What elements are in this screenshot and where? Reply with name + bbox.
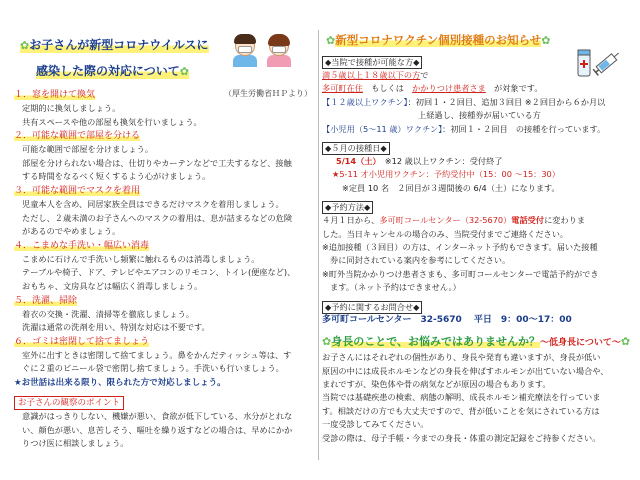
section-text: 定期的に換気しましょう。 bbox=[22, 103, 121, 113]
target-line1: 満５歳以上１８歳以下の方で bbox=[322, 70, 429, 80]
section-4 bbox=[14, 239, 310, 294]
flower-icon: ✿ bbox=[179, 65, 189, 78]
vaccine-12plus-line: 【１２歳以上ワクチン】：初回１・２回目、追加３回目 ※２回目から６か月以 bbox=[322, 96, 606, 107]
section-text: があるのでやめましょう。 bbox=[22, 226, 121, 237]
may-date-line: 5/14（土） ※12 歳以上ワクチン：受付終了 bbox=[336, 156, 503, 167]
section-heading: ２．可能な範囲で部屋を分ける bbox=[14, 131, 141, 142]
section-text: 共有スペースや他の部屋も換気を行いましょう。 bbox=[22, 116, 202, 127]
flower-icon: ✿ bbox=[541, 34, 551, 47]
girl-icon bbox=[266, 36, 292, 66]
section-text: おもちゃ、文房具などは幅広く消毒しましょう。 bbox=[22, 280, 203, 291]
section-5 bbox=[14, 294, 310, 335]
growth-text: 当院では基礎疾患の検索、病態の解明、成長ホルモン補充療法を行っていま bbox=[322, 392, 601, 403]
section-heading: ３．可能な範囲でマスクを着用 bbox=[14, 185, 141, 196]
left-title-line1: ✿お子さんが新型コロナウイルスに bbox=[20, 38, 209, 52]
left-column bbox=[14, 30, 310, 451]
masked-children-illustration bbox=[222, 30, 302, 70]
booking-method-line: ※追加接種（３回目）の方は、インターネット予約もできます。届いた接種 bbox=[322, 242, 598, 253]
observation-points-heading: お子さんの観察のポイント bbox=[14, 396, 124, 410]
section-text: テーブルや椅子、ドア、テレビやエアコンのリモコン、トイレ(便座など)、 bbox=[22, 267, 296, 278]
growth-text: まれですが、染色体や骨の病気などが原因の場合もあります。 bbox=[322, 378, 551, 389]
booking-method-line: ます。（ネット予約はできません。） bbox=[330, 282, 461, 293]
flower-icon: ✿ bbox=[20, 39, 30, 52]
may-capacity-line: ※定員 10 名 ２回目が３週間後の 6/4（土）になります。 bbox=[342, 182, 560, 193]
syringe-vial-icon bbox=[574, 42, 624, 82]
vaccine-notice-title: ✿新型コロナワクチン個別接種のお知らせ✿ bbox=[326, 33, 551, 47]
section-text: ぐに２重のビニール袋で密閉し捨てましょう。手洗いも行いましょう。 bbox=[22, 363, 284, 374]
section-6 bbox=[14, 335, 310, 376]
section-heading: １．窓を開けて換気 bbox=[14, 90, 96, 100]
call-center-info: 多可町コールセンター 32-5670 平日 9：00～17：00 bbox=[322, 314, 572, 325]
section-text: する時間をなるべく短くするよう心がけましょう。 bbox=[22, 171, 211, 182]
growth-title: ✿身長のことで、お悩みではありませんか？～低身長について～✿ bbox=[322, 335, 631, 349]
booking-method-line: ※町外当院かかりつけ患者さまも、多可町コールセンターで電話予約ができ bbox=[322, 268, 599, 279]
booking-method-line: ４月１日から、多可町コールセンター（32-5670）電話受付に変わりま bbox=[322, 215, 586, 226]
may-kids-line: ★5-11 才小児用ワクチン：予約受付中（15：00 ～15：30） bbox=[332, 169, 560, 180]
growth-text: 受診の際は、母子手帳・今までの身長・体重の測定記録をご持参ください。 bbox=[322, 432, 601, 443]
section-text: 室外に出すときは密閉して捨てましょう。鼻をかんだティッシュ等は、す bbox=[22, 349, 292, 360]
growth-text: 原因の中には成長ホルモンなどの身長を伸ばすホルモンが出ていない場合や、 bbox=[322, 365, 609, 376]
observation-text: 意識がはっきりしない、機嫌が悪い、食欲が低下している、水分がとれな bbox=[22, 410, 293, 421]
observation-text: い、顔色が悪い、息苦しそう、嘔吐を繰り返すなどの場合は、早めにかか bbox=[22, 424, 293, 435]
growth-text: す。相談だけの方でも大丈夫ですので、背が低いことを気にされている方は bbox=[322, 405, 600, 416]
vaccine-12plus-line2: 上経過し、接種券が届いている方 bbox=[418, 110, 541, 121]
section-text: ただし、２歳未満のお子さんへのマスクの着用は、息が詰まるなどの危険 bbox=[22, 212, 293, 223]
section-text: 部屋を分けられない場合は、仕切りやカーテンなどで工夫するなど、接触 bbox=[22, 157, 292, 168]
may-schedule-heading: ◆５月の接種日◆ bbox=[322, 142, 390, 155]
flower-icon: ✿ bbox=[326, 34, 336, 47]
source-note: （厚生労働省ＨＰより） bbox=[224, 89, 312, 98]
section-heading: ５．洗濯、掃除 bbox=[14, 295, 78, 306]
section-text: こまめに石けんで手洗いし頻繁に触れるものは消毒しましょう。 bbox=[22, 253, 260, 264]
star-note: ★お世話は出来る限り、限られた方で対応しましょう。 bbox=[14, 377, 226, 388]
growth-text: 一度受診してみてください。 bbox=[322, 419, 429, 430]
section-heading: ４．こまめな手洗い・幅広い消毒 bbox=[14, 240, 150, 251]
right-column bbox=[322, 30, 631, 445]
booking-method-line: 券に同封されている案内を参考にしてください。 bbox=[330, 255, 511, 266]
section-text: 可能な範囲で部屋を分けましょう。 bbox=[22, 144, 154, 155]
vaccine-kids-line: 【小児用（5～11 歳）ワクチン】：初回１・２回目 の接種を行っています。 bbox=[322, 123, 606, 134]
section-text: 洗濯は通常の洗剤を用い、特別な対応は不要です。 bbox=[22, 322, 210, 333]
target-heading: ◆当院で接種が可能な方◆ bbox=[322, 56, 422, 69]
section-2 bbox=[14, 129, 310, 184]
target-line2: 多可町在住 もしくは かかりつけ患者さま が対象です。 bbox=[322, 83, 543, 94]
flower-icon: ✿ bbox=[322, 335, 332, 349]
booking-method-line: した。当日キャンセルの場合のみ、当院受付までご連絡ください。 bbox=[322, 228, 569, 239]
column-divider bbox=[318, 30, 319, 460]
section-3 bbox=[14, 184, 310, 239]
section-text: 着衣の交換・洗濯、清掃等を徹底しましょう。 bbox=[22, 308, 194, 319]
boy-icon bbox=[232, 36, 258, 66]
observation-text: りつけ医に相談しましょう。 bbox=[22, 438, 129, 449]
growth-text: お子さんにはそれぞれの個性があり、身長や発育も違いますが、身長が低い bbox=[322, 352, 601, 363]
section-heading: ６．ゴミは密閉して捨てましょう bbox=[14, 336, 150, 347]
inquiry-heading: ◆予約に関するお問合せ◆ bbox=[322, 301, 422, 314]
booking-method-heading: ◆予約方法◆ bbox=[322, 201, 373, 214]
section-text: 児童本人を含め、同居家族全員はできるだけマスクを着用しましょう。 bbox=[22, 198, 284, 209]
flower-icon: ✿ bbox=[620, 335, 631, 349]
left-title-line2: 感染した際の対応について✿ bbox=[36, 64, 189, 78]
